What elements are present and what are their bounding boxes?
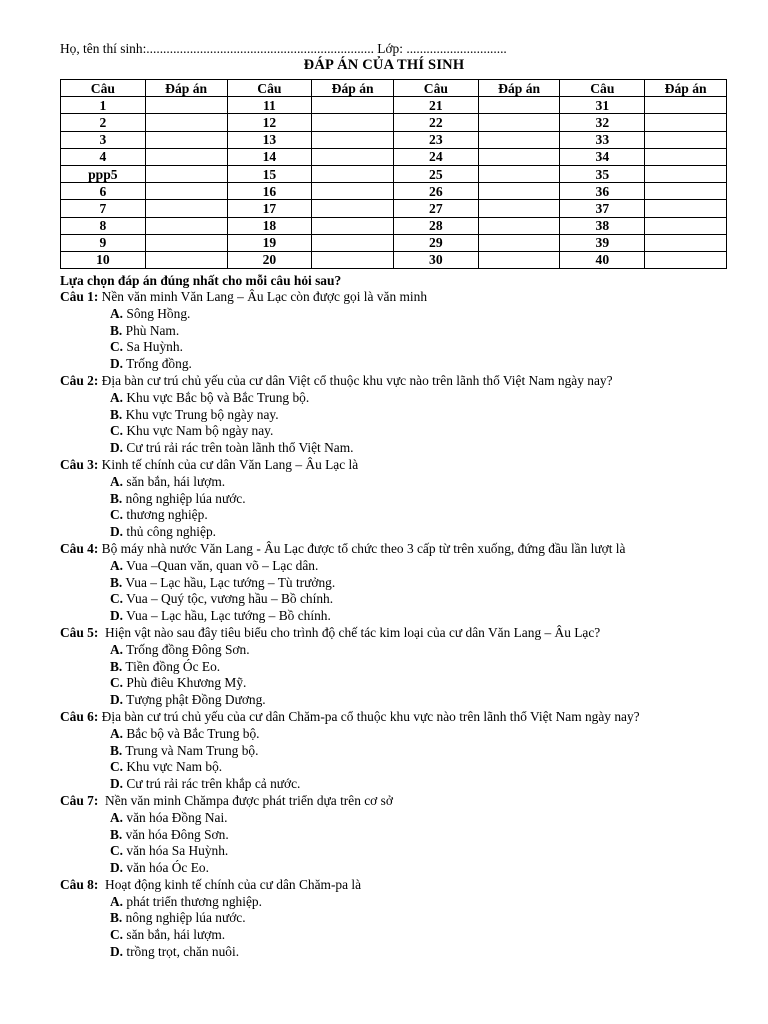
- answer-option: [60, 860, 740, 877]
- answer-cell[interactable]: [478, 200, 560, 217]
- answer-cell[interactable]: [478, 217, 560, 234]
- option-key: B.: [110, 910, 123, 926]
- option-key: A.: [110, 893, 124, 909]
- answer-cell[interactable]: [145, 97, 227, 114]
- answer-cell[interactable]: [145, 200, 227, 217]
- answer-option: [60, 927, 740, 944]
- answer-cell[interactable]: [645, 183, 727, 200]
- answer-option: [60, 910, 740, 927]
- option-key: A.: [110, 725, 124, 741]
- answer-cell[interactable]: [145, 234, 227, 251]
- option-key: C.: [110, 507, 124, 523]
- option-text: văn hóa Đồng Nai.: [123, 809, 228, 825]
- answer-cell[interactable]: [645, 217, 727, 234]
- question-number-cell: ppp5: [61, 165, 146, 182]
- answer-option: [60, 894, 740, 911]
- answer-option: [60, 591, 740, 608]
- option-text: Sa Huỳnh.: [123, 339, 183, 355]
- option-key: D.: [110, 608, 124, 624]
- table-row: [61, 251, 727, 268]
- option-text: Vua –Quan văn, quan võ – Lạc dân.: [123, 557, 319, 573]
- question-number-cell: 2: [61, 114, 146, 131]
- option-text: Khu vực Nam bộ ngày nay.: [123, 423, 274, 439]
- answer-cell[interactable]: [478, 165, 560, 182]
- question-label: Câu 8:: [60, 876, 99, 892]
- option-key: C.: [110, 843, 124, 859]
- option-text: trồng trọt, chăn nuôi.: [123, 944, 240, 960]
- answer-cell[interactable]: [645, 251, 727, 268]
- question-number-cell: 4: [61, 148, 146, 165]
- option-key: A.: [110, 305, 124, 321]
- answer-cell[interactable]: [312, 97, 394, 114]
- answer-cell[interactable]: [645, 234, 727, 251]
- option-text: Vua – Quý tộc, vương hầu – Bồ chính.: [123, 591, 334, 607]
- answer-option: [60, 743, 740, 760]
- option-text: văn hóa Đông Sơn.: [122, 826, 229, 842]
- question-number-cell: 3: [61, 131, 146, 148]
- question-stem: [60, 541, 740, 558]
- question-stem: [60, 877, 740, 894]
- option-text: Phù điêu Khương Mỹ.: [123, 675, 247, 691]
- answer-cell[interactable]: [145, 131, 227, 148]
- question-number-cell: 21: [393, 97, 478, 114]
- table-row: [61, 148, 727, 165]
- option-key: D.: [110, 692, 124, 708]
- option-key: D.: [110, 860, 124, 876]
- option-text: thủ công nghiệp.: [123, 524, 217, 540]
- option-text: văn hóa Óc Eo.: [123, 860, 209, 876]
- question-number-cell: 31: [560, 97, 645, 114]
- answer-option: [60, 356, 740, 373]
- question-number-cell: 8: [61, 217, 146, 234]
- answer-option: [60, 810, 740, 827]
- option-text: Vua – Lạc hầu, Lạc tướng – Tù trưởng.: [122, 574, 336, 590]
- question-number-cell: 30: [393, 251, 478, 268]
- option-key: C.: [110, 591, 124, 607]
- option-key: D.: [110, 944, 124, 960]
- answer-cell[interactable]: [145, 183, 227, 200]
- question-number-cell: 18: [227, 217, 312, 234]
- option-key: B.: [110, 406, 123, 422]
- answer-option: [60, 524, 740, 541]
- table-row: [61, 97, 727, 114]
- answer-cell[interactable]: [312, 200, 394, 217]
- question-number-cell: 11: [227, 97, 312, 114]
- table-row: [61, 234, 727, 251]
- option-text: Cư trú rải rác trên khắp cả nước.: [123, 776, 301, 792]
- column-header: Câu: [393, 80, 478, 97]
- answer-cell[interactable]: [312, 148, 394, 165]
- option-text: săn bắn, hái lượm.: [123, 927, 226, 943]
- question-label: Câu 1:: [60, 289, 99, 304]
- answer-option: [60, 675, 740, 692]
- option-text: Sông Hồng.: [123, 305, 191, 321]
- question-stem: [60, 373, 740, 390]
- question-text: Bộ máy nhà nước Văn Lang - Âu Lạc được tổ chức theo 3 cấp từ trên xuống, đứng đầu lần lượt là: [98, 540, 626, 556]
- question-number-cell: 35: [560, 165, 645, 182]
- column-header: Đáp án: [312, 80, 394, 97]
- column-header: Câu: [61, 80, 146, 97]
- question-block: [60, 457, 740, 541]
- table-row: [61, 114, 727, 131]
- answer-option: [60, 642, 740, 659]
- option-text: nông nghiệp lúa nước.: [122, 910, 246, 926]
- question-number-cell: 38: [560, 217, 645, 234]
- question-number-cell: 36: [560, 183, 645, 200]
- student-info-line: Họ, tên thí sinh:.................................................................... Lớp: ..............................: [60, 41, 507, 56]
- question-stem: [60, 709, 740, 726]
- option-key: A.: [110, 809, 124, 825]
- answer-option: [60, 390, 740, 407]
- question-number-cell: 32: [560, 114, 645, 131]
- answer-cell[interactable]: [312, 114, 394, 131]
- answer-cell[interactable]: [312, 165, 394, 182]
- question-text: Địa bàn cư trú chủ yếu của cư dân Chăm-pa cổ thuộc khu vực nào trên lãnh thổ Việt Nam ngày nay?: [98, 708, 640, 724]
- column-header: Đáp án: [145, 80, 227, 97]
- answer-option: [60, 440, 740, 457]
- answer-cell[interactable]: [312, 217, 394, 234]
- question-number-cell: 37: [560, 200, 645, 217]
- question-number-cell: 28: [393, 217, 478, 234]
- answer-option: [60, 339, 740, 356]
- question-label: Câu 6:: [60, 708, 99, 724]
- instruction-text: Lựa chọn đáp án đúng nhất cho mỗi câu hỏi sau?: [60, 273, 342, 288]
- answer-cell[interactable]: [145, 251, 227, 268]
- question-block: [60, 709, 740, 793]
- option-key: D.: [110, 776, 124, 792]
- answer-cell[interactable]: [478, 131, 560, 148]
- question-number-cell: 34: [560, 148, 645, 165]
- option-text: Trống đồng Đông Sơn.: [123, 641, 250, 657]
- answer-option: [60, 827, 740, 844]
- question-number-cell: 1: [61, 97, 146, 114]
- option-key: B.: [110, 658, 123, 674]
- column-header: Đáp án: [478, 80, 560, 97]
- question-number-cell: 20: [227, 251, 312, 268]
- question-number-cell: 16: [227, 183, 312, 200]
- class-dots: ..............................: [406, 41, 507, 56]
- answer-option: [60, 558, 740, 575]
- answer-cell[interactable]: [312, 251, 394, 268]
- answer-option: [60, 306, 740, 323]
- question-number-cell: 23: [393, 131, 478, 148]
- option-text: Khu vực Nam bộ.: [123, 759, 223, 775]
- answer-option: [60, 407, 740, 424]
- question-number-cell: 29: [393, 234, 478, 251]
- question-label: Câu 4:: [60, 540, 99, 556]
- answer-option: [60, 659, 740, 676]
- option-key: B.: [110, 826, 123, 842]
- option-text: văn hóa Sa Huỳnh.: [123, 843, 229, 859]
- question-label: Câu 3:: [60, 456, 99, 472]
- option-key: D.: [110, 356, 124, 372]
- question-number-cell: 22: [393, 114, 478, 131]
- question-number-cell: 24: [393, 148, 478, 165]
- table-row: [61, 183, 727, 200]
- class-label: Lớp:: [377, 41, 403, 56]
- question-number-cell: 40: [560, 251, 645, 268]
- option-key: C.: [110, 927, 124, 943]
- question-section: [60, 272, 740, 961]
- option-text: Cư trú rải rác trên toàn lãnh thổ Việt Nam.: [123, 440, 354, 456]
- question-number-cell: 6: [61, 183, 146, 200]
- question-number-cell: 14: [227, 148, 312, 165]
- answer-cell[interactable]: [645, 97, 727, 114]
- answer-cell[interactable]: [645, 165, 727, 182]
- question-block: [60, 373, 740, 457]
- column-header: Câu: [560, 80, 645, 97]
- question-text: Địa bàn cư trú chủ yếu của cư dân Việt cổ thuộc khu vực nào trên lãnh thổ Việt Nam ngày nay?: [98, 372, 613, 388]
- option-text: Khu vực Bắc bộ và Bắc Trung bộ.: [123, 389, 310, 405]
- answer-cell[interactable]: [478, 97, 560, 114]
- answer-option: [60, 843, 740, 860]
- answer-cell[interactable]: [478, 251, 560, 268]
- answer-option: [60, 692, 740, 709]
- answer-option: [60, 944, 740, 961]
- option-key: B.: [110, 742, 123, 758]
- question-stem: [60, 289, 740, 306]
- option-text: Tượng phật Đồng Dương.: [123, 692, 266, 708]
- option-text: Khu vực Trung bộ ngày nay.: [122, 406, 279, 422]
- answer-option: [60, 575, 740, 592]
- answer-cell[interactable]: [645, 114, 727, 131]
- option-key: C.: [110, 423, 124, 439]
- question-number-cell: 9: [61, 234, 146, 251]
- question-text: Nền văn minh Văn Lang – Âu Lạc còn được gọi là văn minh: [98, 289, 428, 304]
- option-text: phát triển thương nghiệp.: [123, 893, 262, 909]
- answer-option: [60, 608, 740, 625]
- option-key: A.: [110, 641, 124, 657]
- answer-sheet-title: ĐÁP ÁN CỦA THÍ SINH: [303, 57, 465, 73]
- answer-table: [60, 79, 727, 269]
- table-row: [61, 131, 727, 148]
- option-text: săn bắn, hái lượm.: [123, 473, 226, 489]
- option-key: B.: [110, 490, 123, 506]
- question-number-cell: 25: [393, 165, 478, 182]
- question-number-cell: 27: [393, 200, 478, 217]
- answer-option: [60, 507, 740, 524]
- column-header: Câu: [227, 80, 312, 97]
- question-text: Kinh tế chính của cư dân Văn Lang – Âu Lạc là: [98, 456, 359, 472]
- option-key: A.: [110, 557, 124, 573]
- question-stem: [60, 625, 740, 642]
- answer-option: [60, 726, 740, 743]
- option-text: nông nghiệp lúa nước.: [122, 490, 246, 506]
- option-text: Vua – Lạc hầu, Lạc tướng – Bồ chính.: [123, 608, 331, 624]
- question-stem: [60, 457, 740, 474]
- answer-cell[interactable]: [478, 148, 560, 165]
- answer-table-header: [61, 80, 727, 97]
- answer-cell[interactable]: [312, 131, 394, 148]
- question-label: Câu 5:: [60, 624, 99, 640]
- answer-cell[interactable]: [645, 131, 727, 148]
- question-number-cell: 26: [393, 183, 478, 200]
- question-number-cell: 15: [227, 165, 312, 182]
- answer-cell[interactable]: [312, 183, 394, 200]
- option-key: A.: [110, 389, 124, 405]
- name-dots: ...................................................................: [146, 41, 371, 56]
- answer-cell[interactable]: [645, 200, 727, 217]
- option-text: Trung và Nam Trung bộ.: [122, 742, 259, 758]
- answer-option: [60, 776, 740, 793]
- question-block: [60, 625, 740, 709]
- answer-cell[interactable]: [478, 114, 560, 131]
- option-key: B.: [110, 574, 123, 590]
- option-key: D.: [110, 440, 124, 456]
- question-number-cell: 12: [227, 114, 312, 131]
- question-number-cell: 10: [61, 251, 146, 268]
- answer-option: [60, 323, 740, 340]
- option-key: C.: [110, 759, 124, 775]
- option-text: thương nghiệp.: [123, 507, 208, 523]
- answer-cell[interactable]: [145, 114, 227, 131]
- option-key: A.: [110, 473, 124, 489]
- question-number-cell: 39: [560, 234, 645, 251]
- name-label: Họ, tên thí sinh:: [60, 41, 147, 56]
- answer-cell[interactable]: [145, 217, 227, 234]
- question-number-cell: 13: [227, 131, 312, 148]
- answer-cell[interactable]: [478, 234, 560, 251]
- question-text: Hoạt động kinh tế chính của cư dân Chăm-pa là: [98, 876, 362, 892]
- table-row: [61, 217, 727, 234]
- question-block: [60, 289, 740, 373]
- question-list: [60, 289, 740, 961]
- question-block: [60, 877, 740, 961]
- question-label: Câu 7:: [60, 792, 99, 808]
- question-text: Nền văn minh Chămpa được phát triển dựa trên cơ sở: [98, 792, 393, 808]
- column-header: Đáp án: [645, 80, 727, 97]
- table-row: [61, 165, 727, 182]
- question-number-cell: 33: [560, 131, 645, 148]
- answer-option: [60, 474, 740, 491]
- option-text: Tiền đồng Óc Eo.: [122, 658, 221, 674]
- answer-cell[interactable]: [478, 183, 560, 200]
- option-text: Trống đồng.: [123, 356, 192, 372]
- question-block: [60, 541, 740, 625]
- answer-cell[interactable]: [312, 234, 394, 251]
- option-text: Phù Nam.: [122, 322, 180, 338]
- question-text: Hiện vật nào sau đây tiêu biểu cho trình độ chế tác kim loại của cư dân Văn Lang – Âu Lạc?: [98, 624, 601, 640]
- answer-option: [60, 423, 740, 440]
- table-row: [61, 200, 727, 217]
- option-key: D.: [110, 524, 124, 540]
- answer-option: [60, 491, 740, 508]
- option-key: C.: [110, 675, 124, 691]
- question-stem: [60, 793, 740, 810]
- answer-cell[interactable]: [145, 148, 227, 165]
- question-number-cell: 19: [227, 234, 312, 251]
- option-key: B.: [110, 322, 123, 338]
- question-block: [60, 793, 740, 877]
- option-text: Bắc bộ và Bắc Trung bộ.: [123, 725, 260, 741]
- answer-cell[interactable]: [645, 148, 727, 165]
- question-label: Câu 2:: [60, 372, 99, 388]
- question-number-cell: 7: [61, 200, 146, 217]
- option-key: C.: [110, 339, 124, 355]
- answer-option: [60, 759, 740, 776]
- question-number-cell: 17: [227, 200, 312, 217]
- answer-cell[interactable]: [145, 165, 227, 182]
